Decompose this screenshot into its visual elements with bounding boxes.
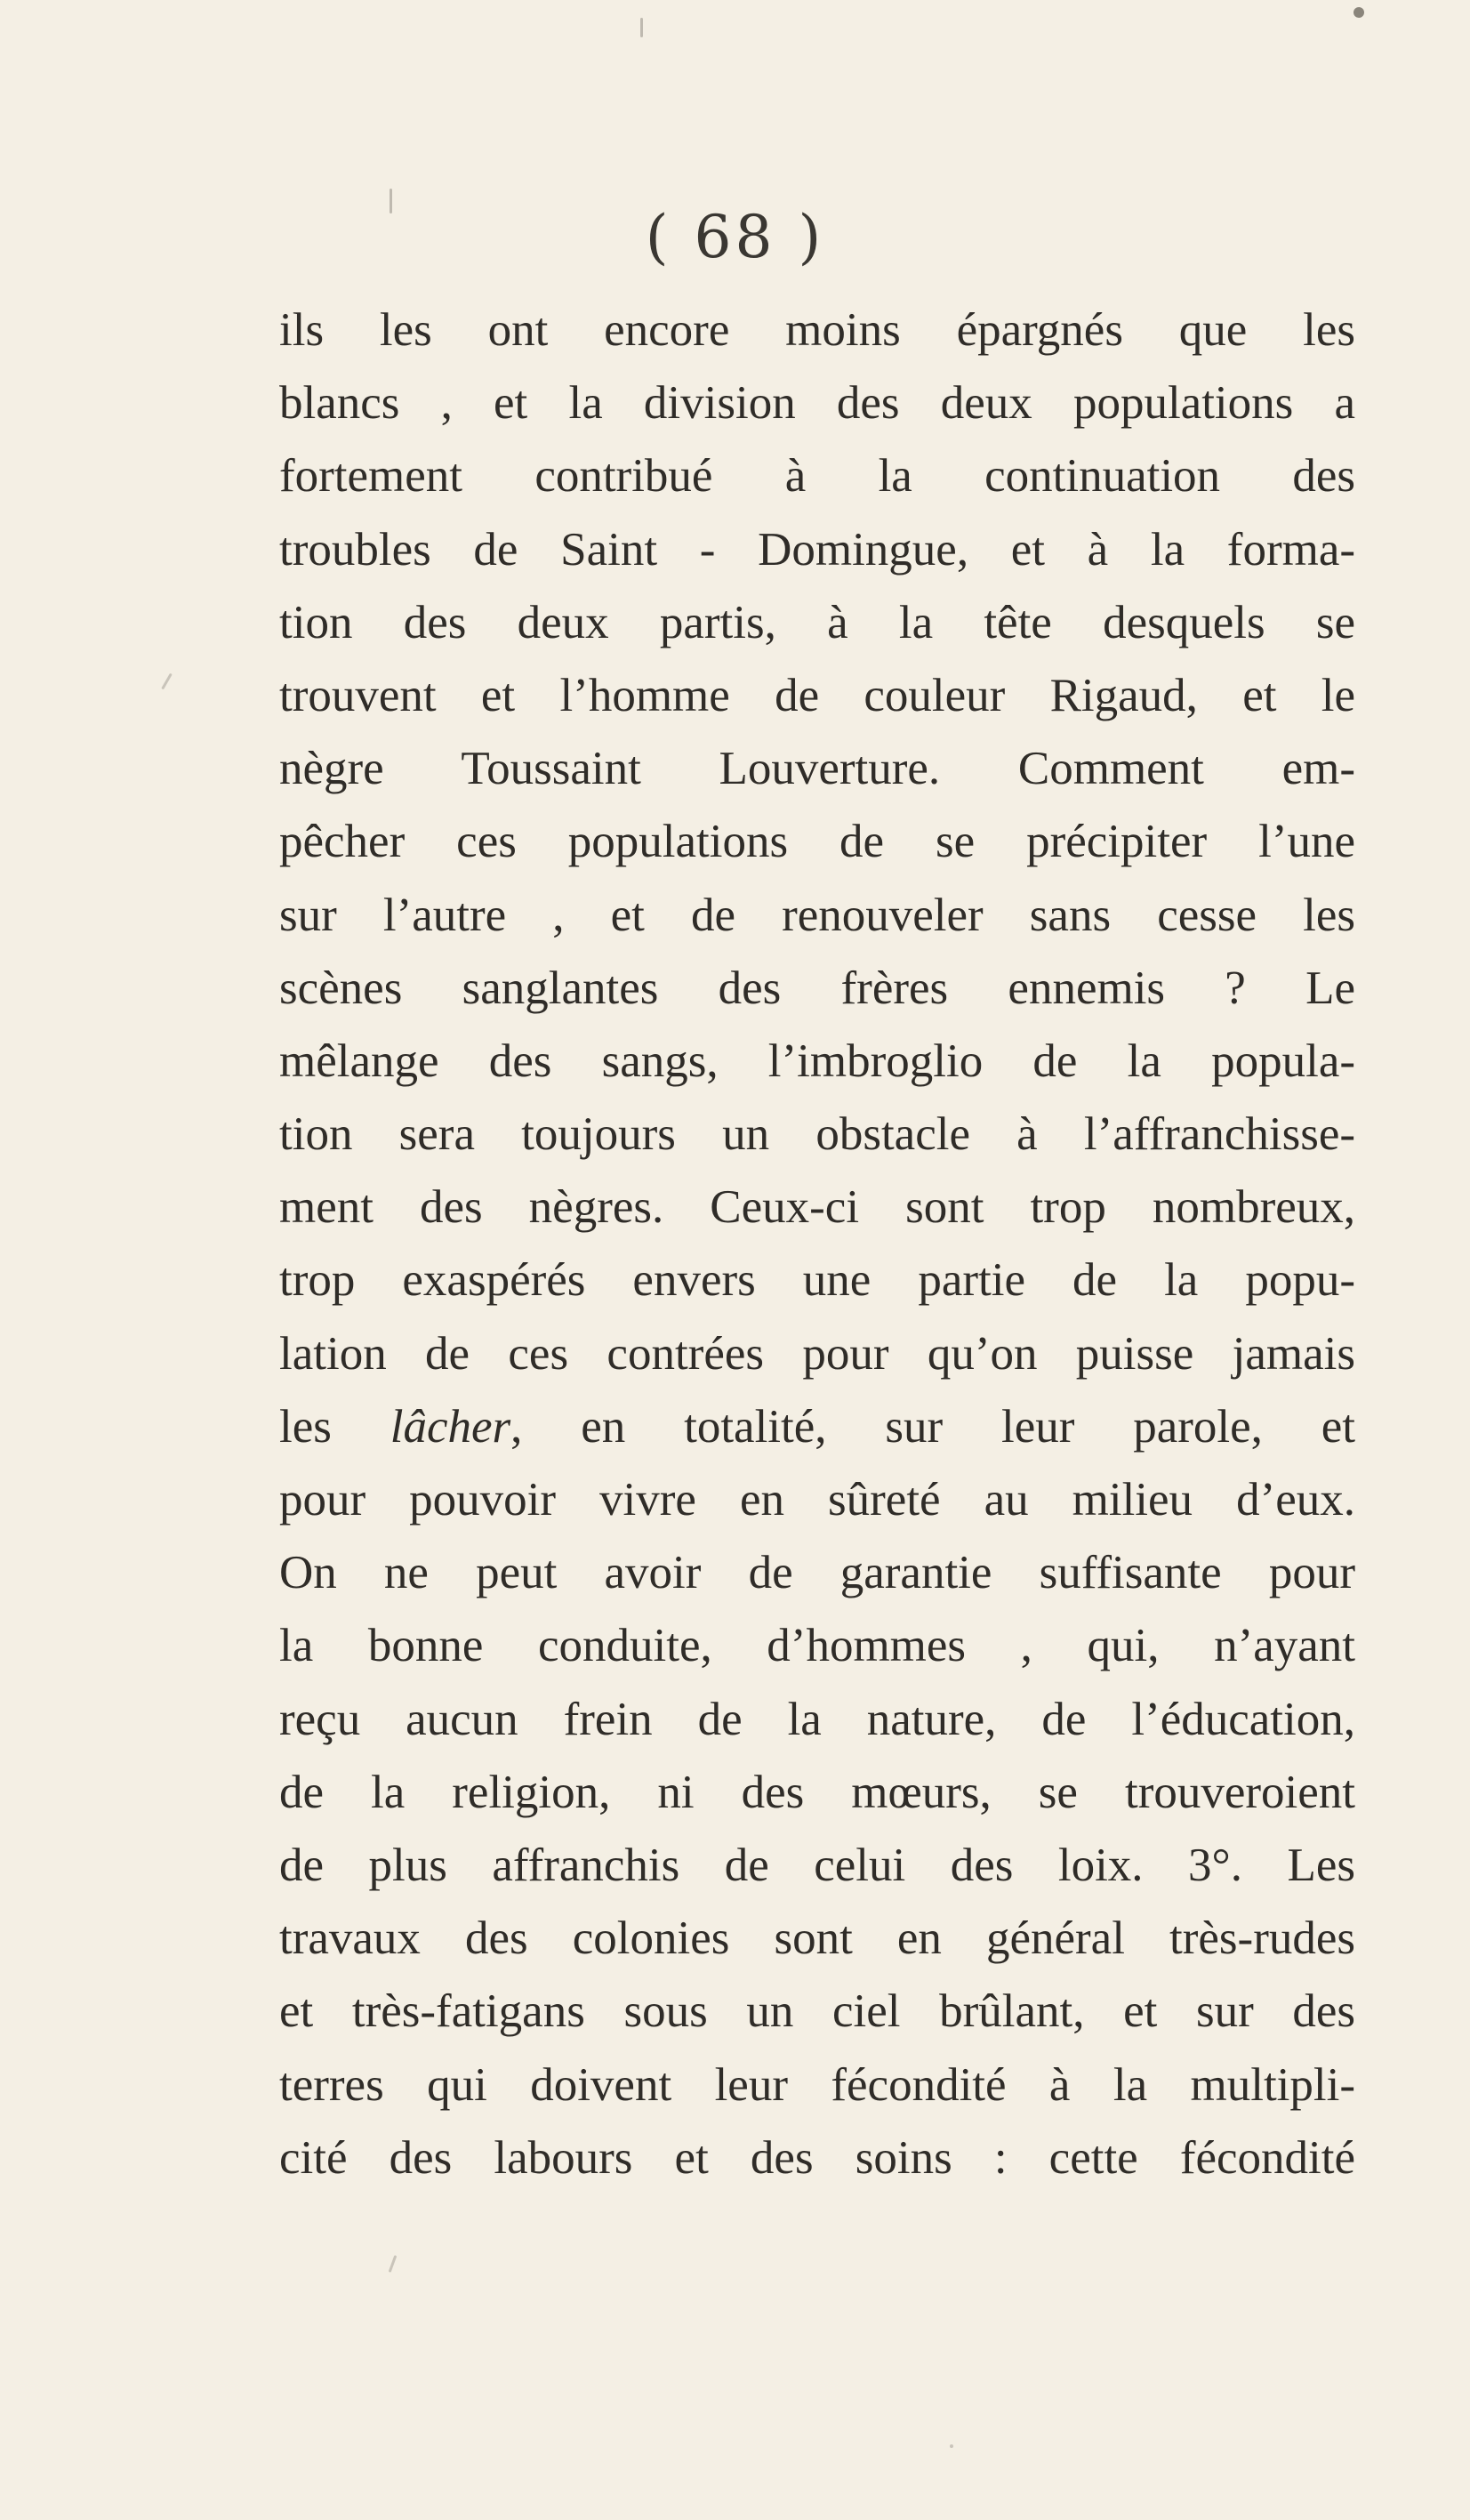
text-line: tion des deux partis, à la tête desquels se: [279, 596, 1355, 648]
text-after: , en totalité, sur leur parole, et: [510, 1400, 1355, 1453]
text-line: scènes sanglantes des frères ennemis ? Le: [279, 962, 1355, 1014]
text-line: trop exaspérés envers une partie de la popu-: [279, 1254, 1355, 1307]
text-line: trouvent et l’homme de couleur Rigaud, et le: [279, 669, 1355, 721]
text-line: lation de ces contrées pour qu’on puisse jamais: [279, 1327, 1355, 1380]
paper-speck: [390, 189, 392, 213]
text-line-italic-word: [279, 1390, 1355, 1463]
page-number: ( 68 ): [645, 203, 825, 271]
paper-speck: [161, 673, 173, 690]
text-line: ils les ont encore moins épargnés que les: [279, 304, 1355, 356]
paper-speck: [1354, 7, 1364, 18]
text-line: reçu aucun frein de la nature, de l’éducation,: [279, 1693, 1355, 1745]
text-line: pour pouvoir vivre en sûreté au milieu d’eux.: [279, 1474, 1355, 1526]
paper-speck: [950, 2444, 953, 2448]
text-line: fortement contribué à la continuation des: [279, 450, 1355, 503]
text-line: troubles de Saint - Domingue, et à la forma-: [279, 523, 1355, 576]
text-line: de la religion, ni des mœurs, se trouveroient: [279, 1766, 1355, 1818]
text-line: cité des labours et des soins : cette fécondité: [279, 2131, 1355, 2184]
body-text: [279, 294, 1355, 2194]
text-line: de plus affranchis de celui des loix. 3°. Les: [279, 1839, 1355, 1891]
text-line: blancs , et la division des deux populations a: [279, 377, 1355, 430]
text-before: les: [279, 1400, 390, 1453]
paper-speck: [640, 18, 643, 37]
text-line: terres qui doivent leur fécondité à la multipli-: [279, 2058, 1355, 2111]
italic-word: lâcher: [390, 1400, 511, 1453]
text-line: travaux des colonies sont en général très-rudes: [279, 1912, 1355, 1965]
paper-speck: [389, 2255, 398, 2273]
text-line: sur l’autre , et de renouveler sans cesse les: [279, 889, 1355, 941]
text-line: On ne peut avoir de garantie suffisante pour: [279, 1547, 1355, 1599]
text-line: et très-fatigans sous un ciel brûlant, et sur des: [279, 1985, 1355, 2038]
text-line: la bonne conduite, d’hommes , qui, n’ayant: [279, 1620, 1355, 1672]
text-line: tion sera toujours un obstacle à l’affranchisse-: [279, 1108, 1355, 1161]
text-line: pêcher ces populations de se précipiter l’une: [279, 816, 1355, 868]
text-line: ment des nègres. Ceux-ci sont trop nombreux,: [279, 1181, 1355, 1234]
text-line: mêlange des sangs, l’imbroglio de la popula-: [279, 1035, 1355, 1087]
text-line: nègre Toussaint Louverture. Comment em-: [279, 743, 1355, 795]
